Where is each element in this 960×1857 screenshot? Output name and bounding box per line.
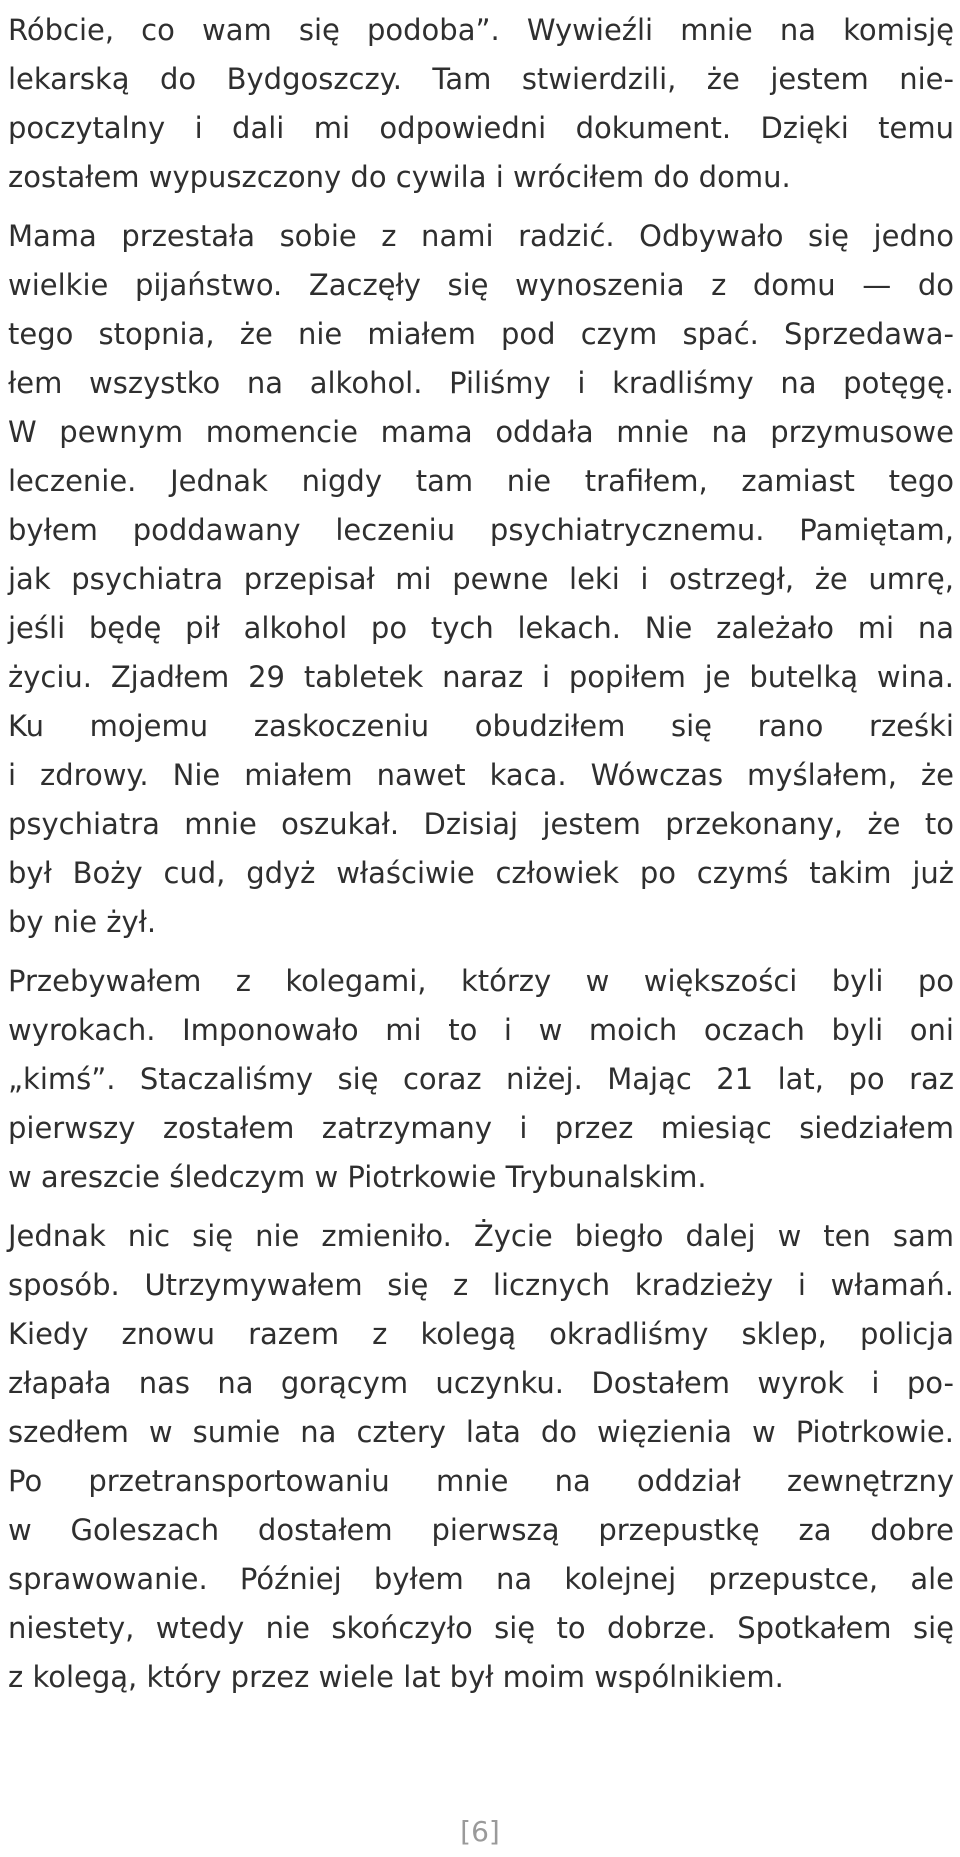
text-line: sposób. Utrzymywałem się z licznych kradzieży i włamań. xyxy=(8,1268,954,1302)
text-line: wyrokach. Imponowało mi to i w moich oczach byli oni xyxy=(8,1013,954,1047)
text-line: sprawowanie. Później byłem na kolejnej przepustce, ale xyxy=(8,1562,954,1596)
text-line: by nie żył. xyxy=(8,905,157,939)
paragraph-4 xyxy=(8,1212,954,1702)
text-line: „kimś”. Staczaliśmy się coraz niżej. Mając 21 lat, po raz xyxy=(8,1062,954,1096)
text-line: jak psychiatra przepisał mi pewne leki i ostrzegł, że umrę, xyxy=(8,562,954,596)
text-line: poczytalny i dali mi odpowiedni dokument. Dzięki temu xyxy=(8,111,954,145)
text-line: Ku mojemu zaskoczeniu obudziłem się rano rześki xyxy=(8,709,954,743)
page-number: [6] xyxy=(460,1815,500,1848)
text-line: Jednak nic się nie zmieniło. Życie biegło dalej w ten sam xyxy=(8,1219,954,1253)
text-line: W pewnym momencie mama oddała mnie na przymusowe xyxy=(8,415,954,449)
text-line: w Goleszach dostałem pierwszą przepustkę za dobre xyxy=(8,1513,954,1547)
text-line: Mama przestała sobie z nami radzić. Odbywało się jedno xyxy=(8,219,954,253)
text-line: jeśli będę pił alkohol po tych lekach. Nie zależało mi na xyxy=(8,611,954,645)
text-line: niestety, wtedy nie skończyło się to dobrze. Spotkałem się xyxy=(8,1611,954,1645)
paragraph-2 xyxy=(8,212,954,947)
text-line: leczenie. Jednak nigdy tam nie trafiłem, zamiast tego xyxy=(8,464,954,498)
text-line: Kiedy znowu razem z kolegą okradliśmy sklep, policja xyxy=(8,1317,954,1351)
text-line: życiu. Zjadłem 29 tabletek naraz i popiłem je butelką wina. xyxy=(8,660,954,694)
text-line: z kolegą, który przez wiele lat był moim wspólnikiem. xyxy=(8,1660,784,1694)
paragraph-3 xyxy=(8,957,954,1202)
text-line: złapała nas na gorącym uczynku. Dostałem wyrok i po- xyxy=(8,1366,954,1400)
text-line: Po przetransportowaniu mnie na oddział zewnętrzny xyxy=(8,1464,954,1498)
text-line: psychiatra mnie oszukał. Dzisiaj jestem przekonany, że to xyxy=(8,807,954,841)
text-line: szedłem w sumie na cztery lata do więzienia w Piotrkowie. xyxy=(8,1415,954,1449)
text-line: lekarską do Bydgoszczy. Tam stwierdzili, że jestem nie- xyxy=(8,62,954,96)
page-body xyxy=(8,6,954,1712)
text-line: Róbcie, co wam się podoba”. Wywieźli mnie na komisję xyxy=(8,13,954,47)
text-line: Przebywałem z kolegami, którzy w większości byli po xyxy=(8,964,954,998)
text-line: łem wszystko na alkohol. Piliśmy i kradliśmy na potęgę. xyxy=(8,366,954,400)
text-line: w areszcie śledczym w Piotrkowie Trybunalskim. xyxy=(8,1160,707,1194)
text-line: tego stopnia, że nie miałem pod czym spać. Sprzedawa- xyxy=(8,317,954,351)
text-line: zostałem wypuszczony do cywila i wróciłem do domu. xyxy=(8,160,791,194)
text-line: był Boży cud, gdyż właściwie człowiek po czymś takim już xyxy=(8,856,954,890)
text-line: byłem poddawany leczeniu psychiatrycznemu. Pamiętam, xyxy=(8,513,954,547)
paragraph-1 xyxy=(8,6,954,202)
text-line: pierwszy zostałem zatrzymany i przez miesiąc siedziałem xyxy=(8,1111,954,1145)
text-line: i zdrowy. Nie miałem nawet kaca. Wówczas myślałem, że xyxy=(8,758,954,792)
text-line: wielkie pijaństwo. Zaczęły się wynoszenia z domu — do xyxy=(8,268,954,302)
